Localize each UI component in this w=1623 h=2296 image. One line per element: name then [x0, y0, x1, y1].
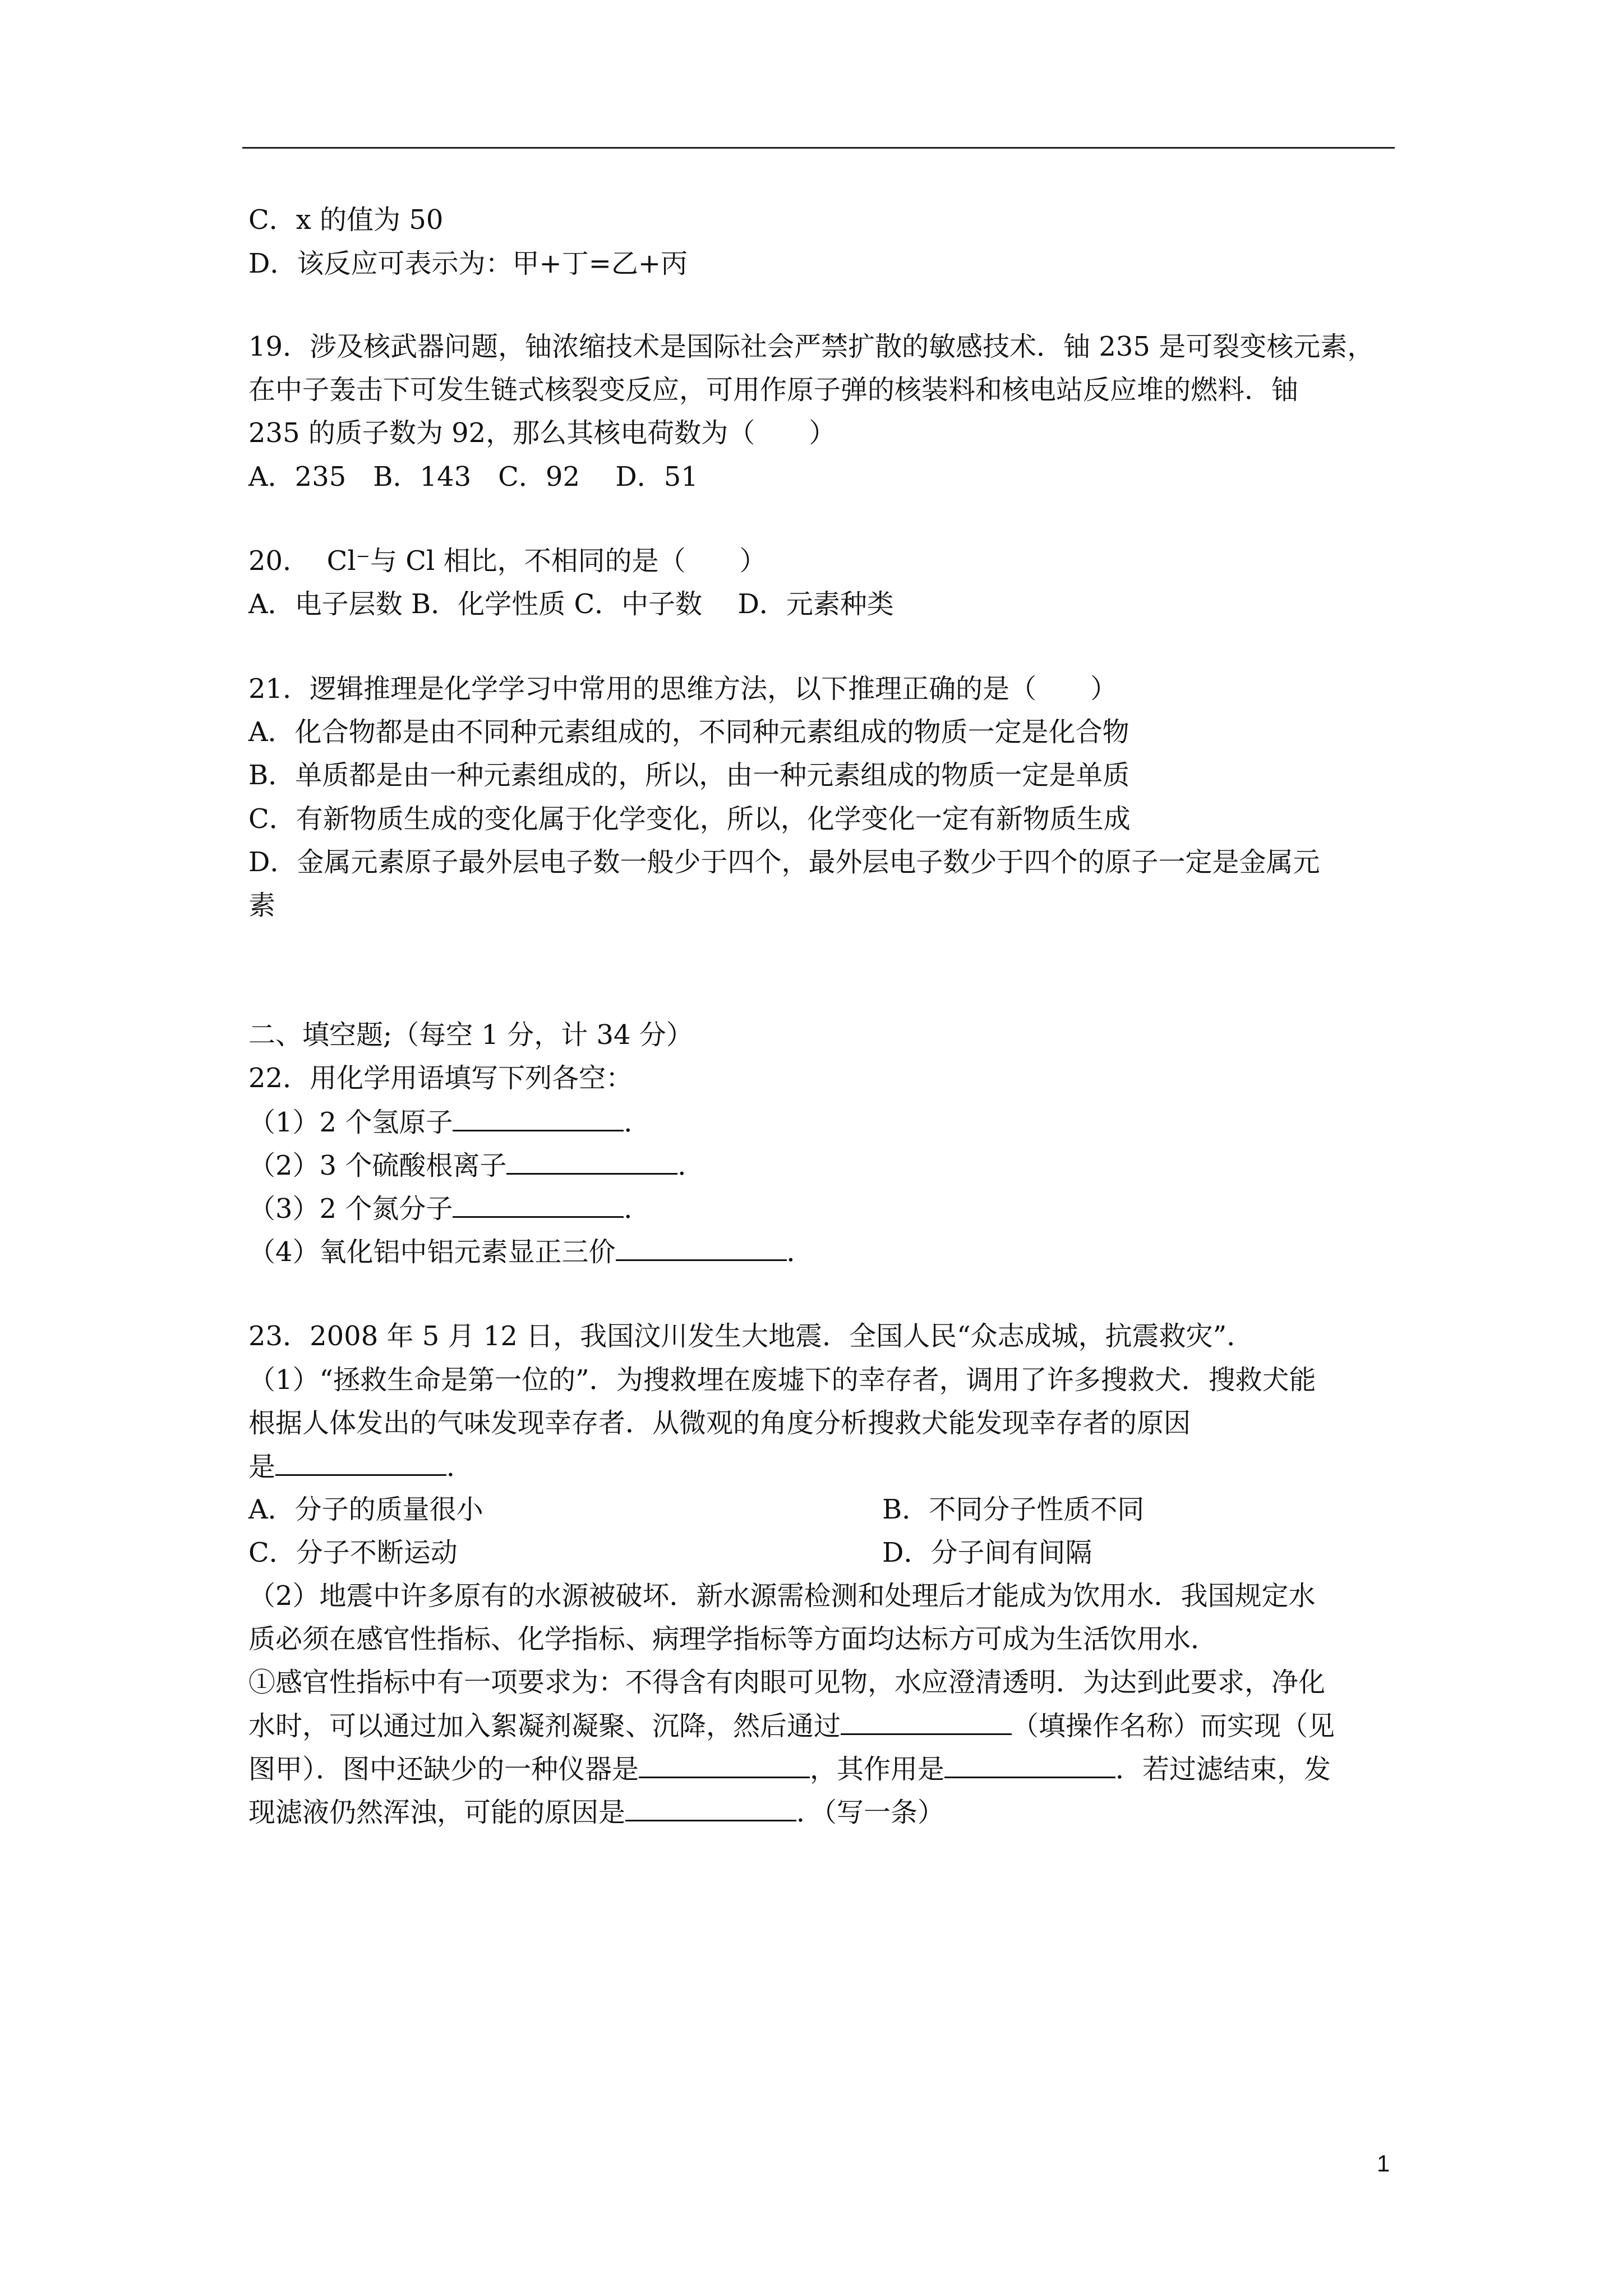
q23-part-2-line-2: 质必须在感官性指标、化学指标、病理学指标等方面均达标方可成为生活饮用水．: [248, 1623, 1218, 1655]
answer-blank[interactable]: [453, 1191, 624, 1218]
q23-part-2-line-5: [248, 1752, 1331, 1786]
q23-part-2-line-3: ①感官性指标中有一项要求为：不得含有肉眼可见物，水应澄清透明．为达到此要求，净化: [248, 1667, 1326, 1698]
q22-part-3-text: （3）2 个氮分子: [248, 1193, 453, 1225]
q18-option-d: D．该反应可表示为：甲+丁=乙+丙: [248, 248, 688, 279]
q22-part-2-end: ．: [677, 1150, 705, 1181]
q23-option-b: B．不同分子性质不同: [882, 1494, 1145, 1525]
q22-part-2: [248, 1148, 704, 1182]
q20-options: A．电子层数 B．化学性质 C．中子数 D．元素种类: [248, 588, 894, 620]
answer-blank[interactable]: [275, 1450, 446, 1476]
q23-part-2-line-6-post: ．（写一条）: [796, 1797, 945, 1828]
q23-option-c: C．分子不断运动: [248, 1537, 458, 1568]
q23-part-2-line-6: [248, 1795, 944, 1829]
q21-option-c: C．有新物质生成的变化属于化学变化，所以，化学变化一定有新物质生成: [248, 803, 1131, 835]
q23-options-row-1: [248, 1493, 1202, 1526]
q23-part-2-line-4-pre: 水时，可以通过加入絮凝剂凝聚、沉降，然后通过: [248, 1710, 841, 1742]
answer-blank[interactable]: [506, 1148, 677, 1175]
q23-part-2-line-4-post: （填操作名称）而实现（见: [1012, 1710, 1335, 1742]
q23-part-2-line-5-pre: 图甲）．图中还缺少的一种仪器是: [248, 1754, 639, 1785]
q22-part-3-end: ．: [624, 1193, 651, 1225]
answer-blank[interactable]: [616, 1235, 787, 1261]
q21-option-b: B．单质都是由一种元素组成的，所以，由一种元素组成的物质一定是单质: [248, 760, 1130, 791]
answer-blank[interactable]: [625, 1795, 796, 1821]
answer-blank[interactable]: [453, 1105, 624, 1131]
q23-part-1-line-2: 根据人体发出的气味发现幸存者．从微观的角度分析搜救犬能发现幸存者的原因: [248, 1407, 1191, 1439]
q22-part-4-text: （4）氧化铝中铝元素显正三价: [248, 1236, 616, 1268]
q23-part-1-line-3-pre: 是: [248, 1451, 276, 1483]
q19-options: A．235 B．143 C．92 D．51: [248, 461, 698, 493]
q23-options-row-2: [248, 1536, 1202, 1570]
q21-stem: 21．逻辑推理是化学学习中常用的思维方法，以下推理正确的是（ ）: [248, 673, 1118, 705]
header-rule: [242, 147, 1395, 149]
q23-part-2-line-1: （2）地震中许多原有的水源被破坏．新水源需检测和处理后才能成为饮用水．我国规定水: [248, 1580, 1316, 1612]
answer-blank[interactable]: [841, 1709, 1012, 1735]
q23-option-d: D．分子间有间隔: [882, 1537, 1092, 1568]
q22-part-3: [248, 1191, 651, 1226]
q18-option-c: C．x 的值为 50: [248, 204, 444, 236]
q23-part-1-line-1: （1）“拯救生命是第一位的”．为搜救埋在废墟下的幸存者，调用了许多搜救犬．搜救犬能: [248, 1364, 1316, 1396]
page-number: 1: [1377, 2150, 1390, 2177]
q21-option-d-line-2: 素: [248, 890, 276, 921]
q23-part-2-line-4: [248, 1709, 1335, 1743]
q21-option-d-line-1: D．金属元素原子最外层电子数一般少于四个，最外层电子数少于四个的原子一定是金属元: [248, 846, 1320, 878]
q22-stem: 22．用化学用语填写下列各空：: [248, 1062, 633, 1094]
q22-part-1: [248, 1105, 651, 1139]
answer-blank[interactable]: [944, 1752, 1115, 1778]
q23-part-2-line-5-post: ．若过滤结束，发: [1115, 1754, 1331, 1785]
q22-part-2-text: （2）3 个硫酸根离子: [248, 1150, 507, 1181]
q19-stem-line-2: 在中子轰击下可发生链式核裂变反应，可用作原子弹的核装料和核电站反应堆的燃料．铀: [248, 374, 1299, 406]
section-2-title: 二、填空题;（每空 1 分，计 34 分）: [248, 1019, 693, 1051]
q22-part-1-text: （1）2 个氢原子: [248, 1107, 453, 1138]
q21-option-a: A．化合物都是由不同种元素组成的，不同种元素组成的物质一定是化合物: [248, 716, 1129, 748]
q23-stem: 23．2008 年 5 月 12 日，我国汶川发生大地震．全国人民“众志成城，抗震救灾”．: [248, 1320, 1254, 1352]
answer-blank[interactable]: [639, 1752, 810, 1778]
q23-part-1-line-3-post: ．: [446, 1451, 474, 1483]
q19-stem-line-3: 235 的质子数为 92，那么其核电荷数为（ ）: [248, 417, 836, 449]
q22-part-4-end: ．: [786, 1236, 814, 1268]
q22-part-1-end: ．: [624, 1107, 651, 1138]
q19-stem-line-1: 19．涉及核武器问题，铀浓缩技术是国际社会严禁扩散的敏感技术．铀 235 是可裂变核元素，: [248, 331, 1375, 362]
q20-stem: 20． Cl⁻与 Cl 相比，不相同的是（ ）: [248, 545, 767, 577]
q23-option-a: A．分子的质量很小: [248, 1494, 483, 1525]
q23-part-2-line-6-pre: 现滤液仍然浑浊，可能的原因是: [248, 1797, 626, 1828]
q23-part-1-line-3: [248, 1450, 473, 1484]
q23-part-2-line-5-mid: ，其作用是: [810, 1754, 945, 1785]
q22-part-4: [248, 1235, 814, 1269]
